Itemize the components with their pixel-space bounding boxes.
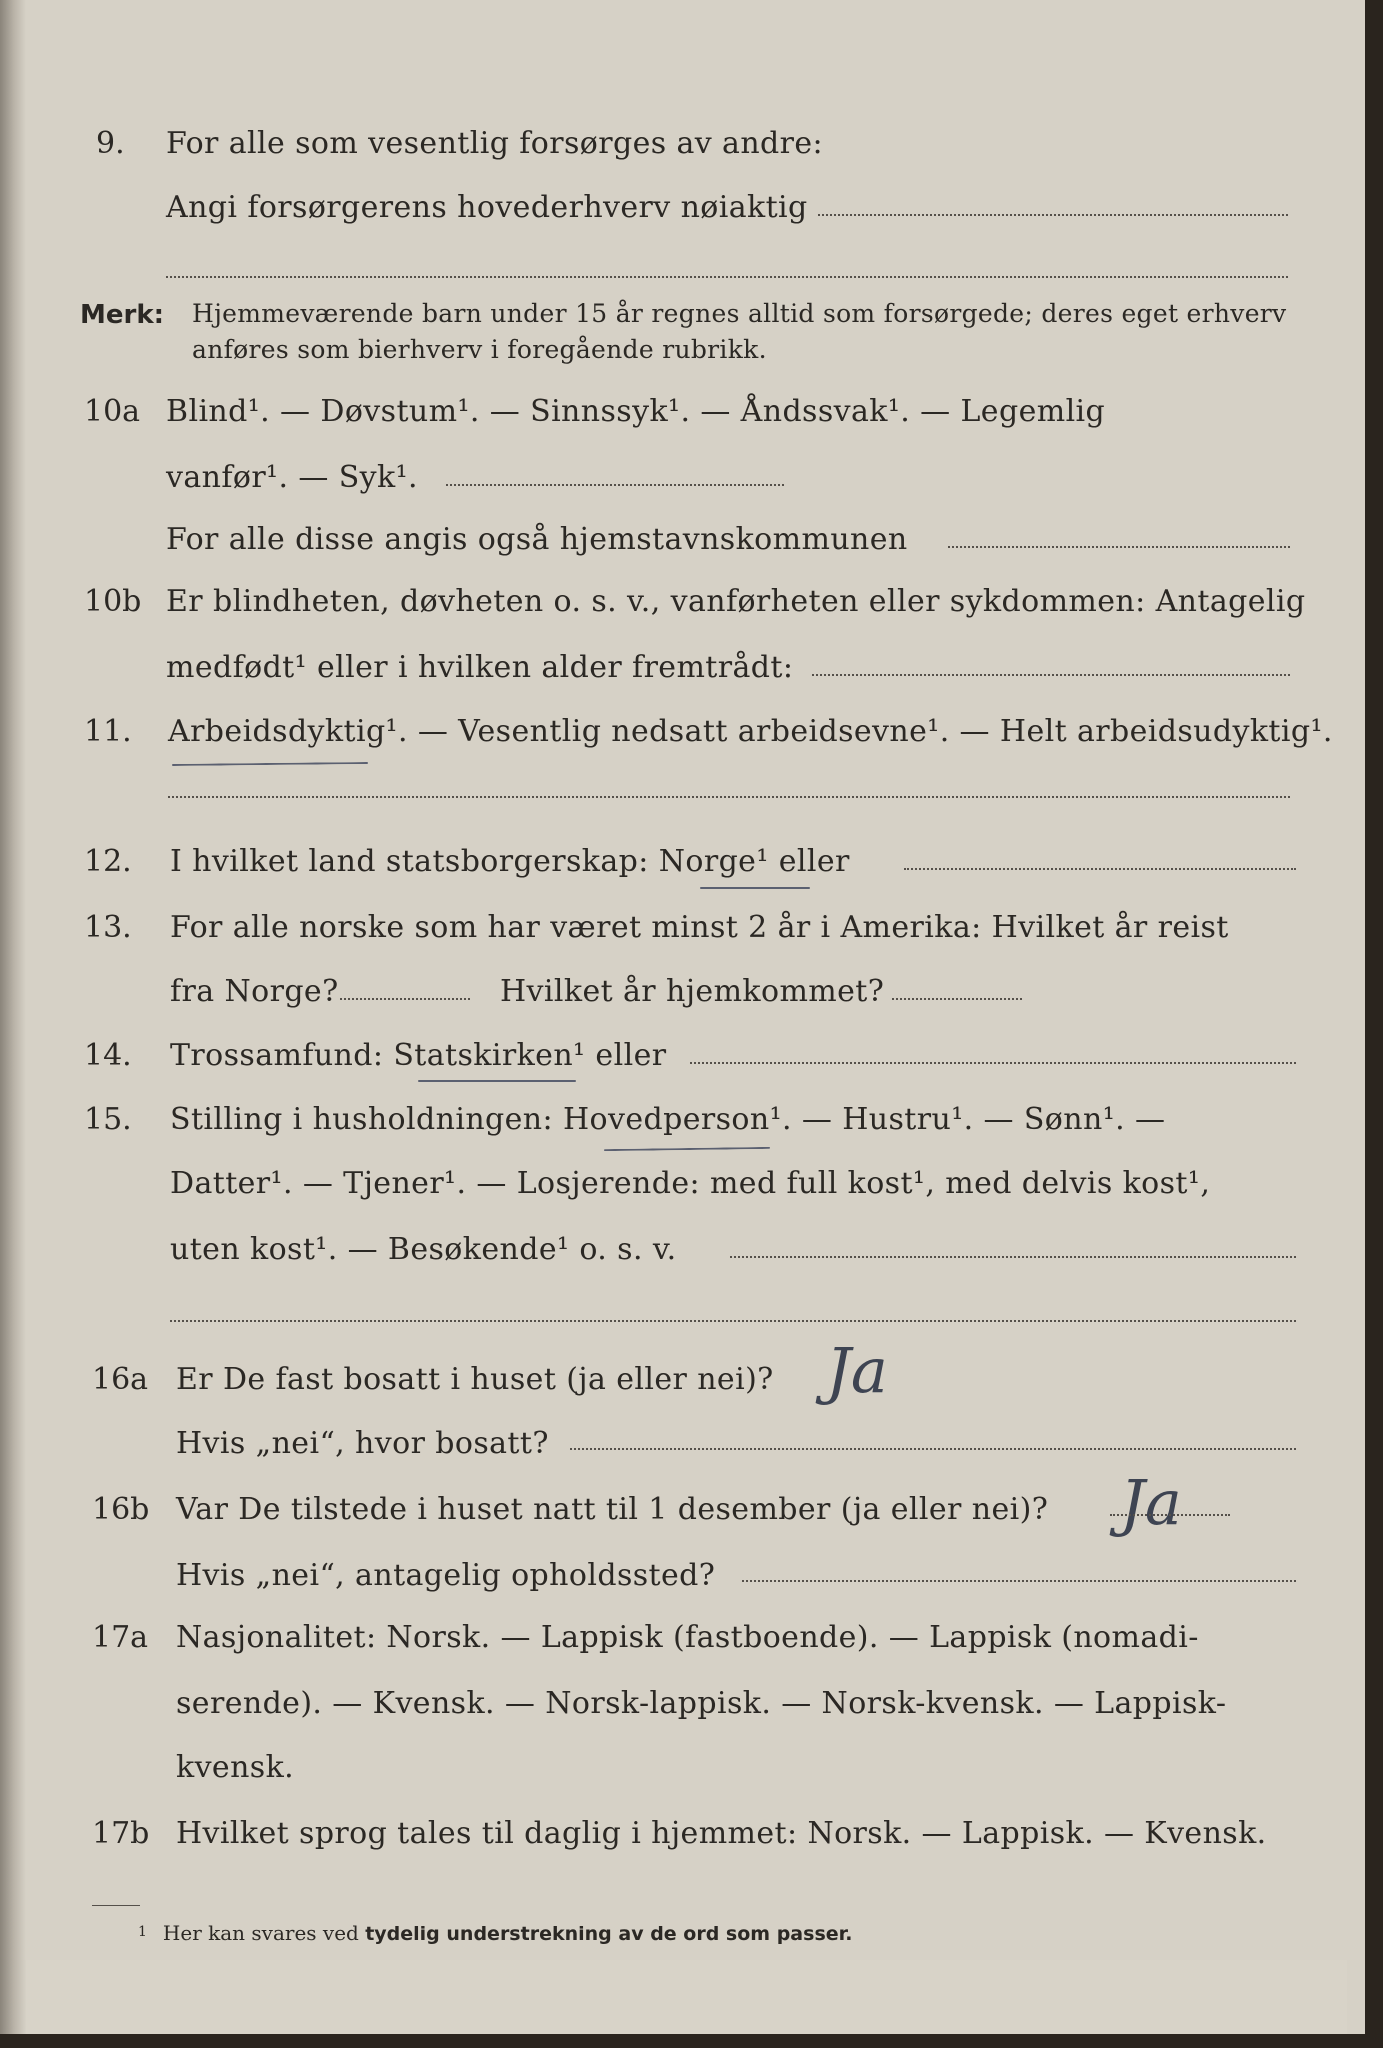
question-number-15: 15.: [84, 1102, 132, 1137]
question-10a-line-1: Blind¹. — Døvstum¹. — Sinnssyk¹. — Åndssvak¹. — Legemlig: [166, 394, 1106, 429]
question-17b-line-1: Hvilket sprog tales til daglig i hjemmet: Norsk. — Lappisk. — Kvensk.: [176, 1816, 1267, 1851]
question-number-13: 13.: [84, 910, 132, 945]
answer-line-11[interactable]: [168, 796, 1290, 798]
question-15-text: Stilling i husholdningen:: [170, 1102, 563, 1137]
underline-hovedperson: [604, 1147, 770, 1151]
question-16b-line-1: Var De tilstede i huset natt til 1 desember (ja eller nei)?: [176, 1492, 1049, 1527]
question-10a-line-3: For alle disse angis også hjemstavnskommunen: [166, 522, 908, 557]
question-10b-line-2: medfødt¹ eller i hvilken alder fremtrådt:: [166, 650, 794, 685]
option-arbeidsdyktig[interactable]: Arbeidsdyktig¹.: [168, 714, 408, 749]
answer-line-13-departed[interactable]: [340, 998, 470, 1000]
question-number-10a: 10a: [84, 394, 141, 429]
question-14-text: Trossamfund:: [170, 1038, 394, 1073]
answer-line-16a[interactable]: [570, 1448, 1296, 1450]
answer-line-16b[interactable]: [1110, 1514, 1230, 1516]
question-16b-line-2: Hvis „nei“, antagelig opholdssted?: [176, 1558, 716, 1593]
question-15-post: — Hustru¹. — Sønn¹. —: [791, 1102, 1166, 1137]
option-norge[interactable]: Norge¹: [658, 844, 769, 879]
answer-line-9b[interactable]: [166, 276, 1288, 278]
answer-line-9a[interactable]: [818, 214, 1288, 216]
footnote: [138, 1918, 853, 1948]
question-11-line: [168, 712, 1333, 752]
question-number-12: 12.: [84, 844, 132, 879]
footnote-marker: 1: [138, 1924, 147, 1940]
note-line-1: Hjemmeværende barn under 15 år regnes alltid som forsørgede; deres eget erhverv: [192, 299, 1287, 328]
question-12-text: I hvilket land statsborgerskap:: [170, 844, 659, 879]
answer-line-14[interactable]: [690, 1062, 1296, 1064]
question-11-rest: — Vesentlig nedsatt arbeidsevne¹. — Helt arbeidsudyktig¹.: [407, 714, 1333, 749]
footnote-text: Her kan svares ved: [162, 1921, 366, 1945]
underline-norge: [700, 887, 810, 889]
handwritten-answer-16a: Ja: [826, 1334, 888, 1407]
question-17a-line-3: kvensk.: [176, 1750, 295, 1785]
question-9-line-2: Angi forsørgerens hovederhverv nøiaktig: [166, 190, 808, 225]
question-14-line: [170, 1036, 666, 1076]
question-14-post: eller: [585, 1038, 667, 1073]
answer-line-10a-home[interactable]: [948, 546, 1290, 548]
question-number-17a: 17a: [92, 1620, 149, 1655]
question-12-post: eller: [768, 844, 850, 879]
answer-line-12[interactable]: [904, 868, 1296, 870]
question-15-line-1: [170, 1100, 1165, 1140]
answer-line-10a[interactable]: [446, 484, 784, 486]
question-10b-line-1: Er blindheten, døvheten o. s. v., vanførheten eller sykdommen: Antagelig: [166, 584, 1306, 619]
question-13-line-2b: Hvilket år hjemkommet?: [500, 974, 885, 1009]
question-number-17b: 17b: [92, 1816, 150, 1851]
question-10a-line-2: vanfør¹. — Syk¹.: [166, 460, 418, 495]
question-number-16a: 16a: [92, 1362, 149, 1397]
question-15-line-2: Datter¹. — Tjener¹. — Losjerende: med full kost¹, med delvis kost¹,: [170, 1166, 1211, 1201]
answer-line-13-returned[interactable]: [892, 998, 1022, 1000]
note-line-2: anføres som bierhverv i foregående rubrikk.: [192, 335, 767, 364]
question-number-10b: 10b: [84, 584, 142, 619]
question-17a-line-2: serende). — Kvensk. — Norsk-lappisk. — Norsk-kvensk. — Lappisk-: [176, 1686, 1227, 1721]
answer-line-15b[interactable]: [170, 1320, 1296, 1322]
question-number-11: 11.: [84, 714, 132, 749]
note-label: Merk:: [80, 300, 165, 330]
option-statskirken[interactable]: Statskirken¹: [393, 1038, 586, 1073]
answer-line-15[interactable]: [730, 1256, 1296, 1258]
question-13-line-2a: fra Norge?: [170, 974, 339, 1009]
question-16a-line-2: Hvis „nei“, hvor bosatt?: [176, 1426, 549, 1461]
footnote-separator: [92, 1905, 140, 1906]
question-13-line-1: For alle norske som har været minst 2 år i Amerika: Hvilket år reist: [170, 910, 1229, 945]
underline-arbeidsdyktig: [172, 762, 368, 766]
underline-statskirken: [418, 1080, 576, 1082]
answer-line-16b-place[interactable]: [742, 1580, 1296, 1582]
question-number-9: 9.: [96, 126, 125, 161]
handwritten-answer-16b: Ja: [1120, 1466, 1182, 1539]
footnote-bold-text: tydelig understrekning av de ord som passer.: [365, 1923, 853, 1945]
question-number-14: 14.: [84, 1038, 132, 1073]
question-15-line-3: uten kost¹. — Besøkende¹ o. s. v.: [170, 1232, 677, 1267]
question-12-line: [170, 842, 850, 882]
question-16a-line-1: Er De fast bosatt i huset (ja eller nei)?: [176, 1362, 774, 1397]
question-number-16b: 16b: [92, 1492, 150, 1527]
question-9-line-1: For alle som vesentlig forsørges av andre:: [166, 126, 824, 161]
question-17a-line-1: Nasjonalitet: Norsk. — Lappisk (fastboende). — Lappisk (nomadi-: [176, 1620, 1199, 1655]
paper-edge: [0, 0, 26, 2034]
bottom-margin: [26, 1960, 1347, 2034]
option-hovedperson[interactable]: Hovedperson¹.: [562, 1102, 792, 1137]
answer-line-10b[interactable]: [812, 674, 1290, 676]
